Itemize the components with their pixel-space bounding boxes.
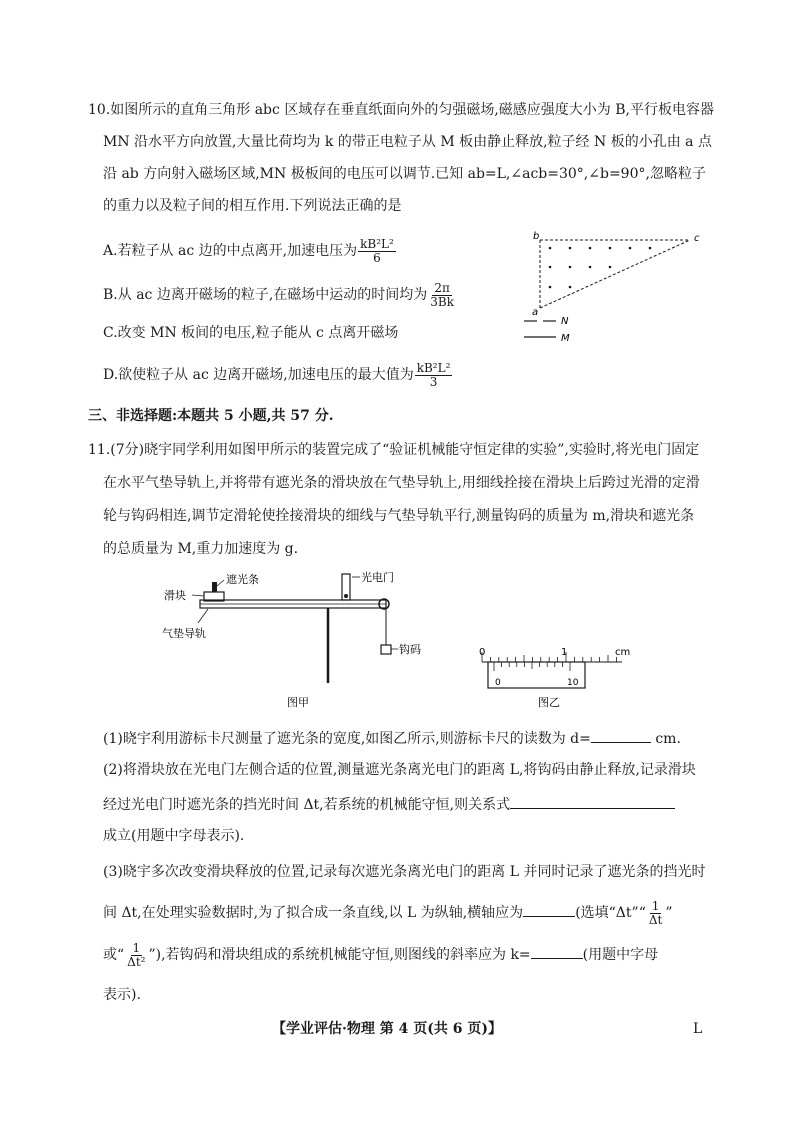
figure-b-caption: 图乙 bbox=[538, 696, 560, 709]
q11-part-2-line-1: (2)将滑块放在光电门左侧合适的位置,测量遮光条离光电门的距离 L,将钩码由静止释放,记录滑块 bbox=[103, 762, 696, 778]
q10-option-b bbox=[103, 280, 457, 310]
q10-stem-line-2: MN 沿水平方向放置,大量比荷均为 k 的带正电粒子从 M 板由静止释放,粒子经 N 板的小孔由 a 点 bbox=[103, 134, 712, 150]
unit-cm: cm bbox=[615, 647, 631, 658]
main-tick-1: 1 bbox=[561, 647, 568, 658]
q11-stem-line-3: 轮与钩码相连,调节定滑轮使拴接滑块的细线与气垫导轨平行,测量钩码的质量为 m,滑块和遮光条 bbox=[103, 508, 695, 524]
q11-part-3-line-4: 表示). bbox=[103, 987, 141, 1003]
q10-triangle-figure bbox=[520, 225, 710, 350]
label-a: a bbox=[532, 307, 539, 318]
q11-stem-line-1: 11.(7分)晓宇同学利用如图甲所示的装置完成了“验证机械能守恒定律的实验”,实验时,将光电门固定 bbox=[88, 442, 700, 458]
q11-stem-line-2: 在水平气垫导轨上,并将带有遮光条的滑块放在气垫导轨上,用细线拴接在滑块上后跨过光滑的定滑 bbox=[103, 475, 700, 491]
figure-b-vernier bbox=[470, 640, 640, 715]
label-rail: 气垫导轨 bbox=[162, 627, 206, 640]
q10-stem-line-1: 10.如图所示的直角三角形 abc 区域存在垂直纸面向外的匀强磁场,磁感应强度大小为 B,平行板电容器 bbox=[88, 102, 714, 118]
main-scale bbox=[482, 652, 616, 662]
hook-weight bbox=[381, 645, 391, 654]
q10-stem-line-3: 沿 ab 方向射入磁场区域,MN 极板间的电压可以调节.已知 ab=L,∠acb=30°,∠b=90°,忽略粒子 bbox=[103, 166, 706, 182]
label-strip: 遮光条 bbox=[226, 573, 259, 586]
q10-option-d bbox=[103, 360, 453, 390]
label-M: M bbox=[561, 333, 570, 344]
answer-blank-slope[interactable] bbox=[531, 943, 583, 959]
q10-option-d-fraction: $\frac{\text{kB²L²}}{3}$ bbox=[416, 360, 451, 389]
q10-option-c: C.改变 MN 板间的电压,粒子能从 c 点离开磁场 bbox=[103, 325, 399, 341]
q11-part-3-line-3: 或“ $\frac{1}{\text{Δt²}}$ ”),若钩码和滑块组成的系统机械能守恒,则图线的斜率应为 k= (用题中字母 bbox=[103, 940, 659, 969]
edge-ac bbox=[540, 240, 690, 308]
vernier-tick-10: 10 bbox=[567, 678, 579, 688]
label-slider: 滑块 bbox=[164, 589, 186, 602]
page-footer: 【学业评估·物理 第 4 页(共 6 页)】 bbox=[272, 1021, 502, 1037]
q10-option-a-text: A.若粒子从 ac 边的中点离开,加速电压为 bbox=[103, 243, 358, 259]
fraction-one-over-dt-squared: $\frac{1}{\text{Δt²}}$ bbox=[127, 940, 146, 969]
answer-blank-axis[interactable] bbox=[523, 901, 575, 917]
main-tick-0: 0 bbox=[479, 647, 486, 658]
light-strip bbox=[212, 582, 217, 592]
fraction-one-over-dt: $\frac{1}{\Delta t}$ bbox=[648, 898, 663, 927]
q10-option-b-fraction: $\frac{2\pi}{3Bk}$ bbox=[430, 280, 455, 309]
q11-part-1: (1)晓宇利用游标卡尺测量了遮光条的宽度,如图乙所示,则游标卡尺的读数为 d= cm. bbox=[103, 727, 681, 749]
vernier-tick-0: 0 bbox=[495, 678, 501, 688]
q11-part-3-line-1: (3)晓宇多次改变滑块释放的位置,记录每次遮光条离光电门的距离 L 并同时记录了遮光条的挡光时 bbox=[103, 864, 706, 880]
section-3-heading: 三、非选择题:本题共 5 小题,共 57 分. bbox=[88, 408, 334, 424]
q11-part-2-line-2: 经过光电门时遮光条的挡光时间 Δt,若系统的机械能守恒,则关系式 bbox=[103, 793, 675, 815]
figure-a-air-track bbox=[160, 565, 450, 715]
label-b: b bbox=[533, 231, 540, 242]
q10-option-a-fraction: $\frac{\text{kB²L²}}{6}$ bbox=[360, 236, 394, 265]
answer-blank-d[interactable] bbox=[591, 727, 651, 743]
vernier-scale bbox=[494, 662, 570, 671]
label-N: N bbox=[561, 316, 569, 327]
page-mark: L bbox=[693, 1021, 703, 1037]
q11-part-2-line-3: 成立(用题中字母表示). bbox=[103, 828, 245, 844]
q11-stem-line-4: 的总质量为 M,重力加速度为 g. bbox=[103, 541, 299, 557]
q11-part-3-line-2: 间 Δt,在处理实验数据时,为了拟合成一条直线,以 L 为纵轴,横轴应为 (选填“Δt”“ $\frac{1}{\Delta t}$ ” bbox=[103, 898, 673, 927]
q10-option-a bbox=[103, 236, 397, 266]
q10-option-b-text: B.从 ac 边离开磁场的粒子,在磁场中运动的时间均为 bbox=[103, 287, 428, 303]
q10-stem-line-4: 的重力以及粒子间的相互作用.下列说法正确的是 bbox=[103, 198, 402, 214]
label-weight: 钩码 bbox=[399, 643, 421, 656]
answer-blank-relation[interactable] bbox=[510, 793, 675, 809]
q10-option-d-text: D.欲使粒子从 ac 边离开磁场,加速电压的最大值为 bbox=[103, 367, 414, 383]
label-photogate: 光电门 bbox=[361, 571, 394, 584]
figure-a-caption: 图甲 bbox=[287, 696, 309, 709]
label-c: c bbox=[694, 233, 700, 244]
field-dots bbox=[549, 247, 652, 289]
